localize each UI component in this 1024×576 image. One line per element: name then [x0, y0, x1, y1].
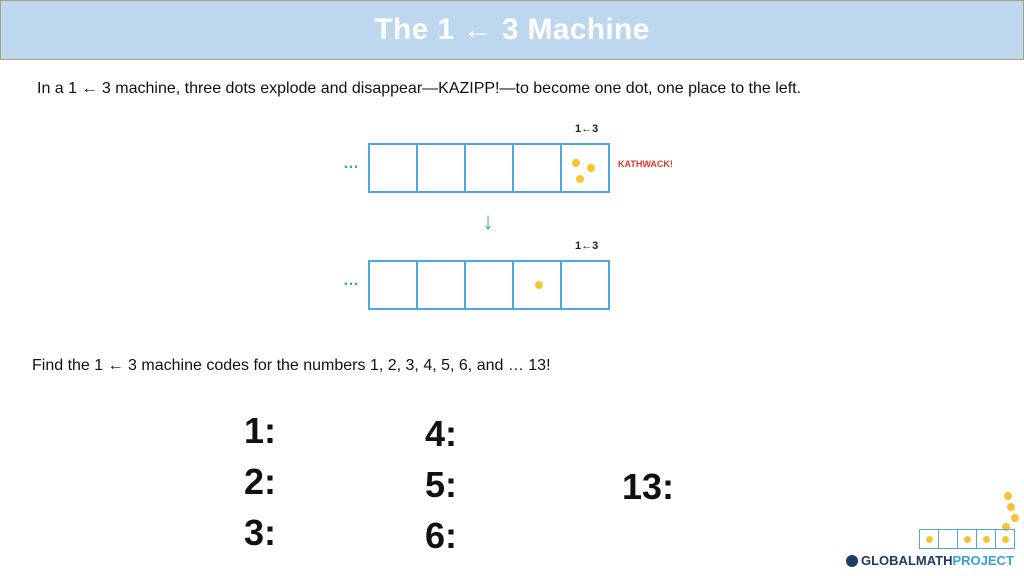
rule-label-top: 1←3 [575, 123, 599, 135]
dot [964, 536, 971, 543]
globe-icon [846, 555, 858, 567]
machine-cell [368, 143, 418, 193]
code-label-2: 2: [244, 461, 277, 502]
dot [1004, 492, 1012, 500]
code-label-1: 1: [244, 410, 277, 451]
slide-title: The 1 ← 3 Machine [374, 13, 650, 46]
global-math-project-logo [846, 553, 1014, 568]
logo-cell [938, 529, 958, 549]
dot [926, 536, 933, 543]
logo-cell [957, 529, 977, 549]
ellipsis-bottom: … [343, 272, 360, 289]
logo-math: MATH [915, 553, 953, 568]
dot [1007, 503, 1015, 511]
dot [576, 175, 584, 183]
intro-text: In a 1 ← 3 machine, three dots explode and disappear—KAZIPP!—to become one dot, one place to the left. [37, 80, 802, 97]
code-label-3: 3: [244, 512, 277, 553]
code-label-13: 13: [622, 466, 675, 507]
logo-global: GLOBAL [861, 553, 916, 568]
machine-cell [416, 143, 466, 193]
logo-project: PROJECT [952, 553, 1014, 568]
machine-cell [464, 143, 514, 193]
code-label-4: 4: [425, 413, 458, 454]
task-text: Find the 1 ← 3 machine codes for the numbers 1, 2, 3, 4, 5, 6, and … 13! [32, 357, 551, 374]
code-label-5: 5: [425, 464, 458, 505]
machine-bottom [368, 260, 610, 310]
ellipsis-top: … [343, 155, 360, 172]
logo-cell [976, 529, 996, 549]
dot [572, 159, 580, 167]
dot [983, 536, 990, 543]
dot [1011, 514, 1019, 522]
title-bar [0, 0, 1024, 60]
dot [1002, 536, 1009, 543]
rule-label-bottom: 1←3 [575, 240, 599, 252]
machine-cell [368, 260, 418, 310]
machine-cell [512, 143, 562, 193]
machine-cell [416, 260, 466, 310]
down-arrow-icon: ↓ [482, 208, 494, 235]
logo-cell [919, 529, 939, 549]
machine-cell [464, 260, 514, 310]
dot [587, 164, 595, 172]
machine-top [368, 143, 610, 193]
logo-boxes [919, 529, 1015, 549]
code-label-6: 6: [425, 515, 458, 556]
kathwack-label: KATHWACK! [618, 159, 673, 169]
machine-cell [512, 260, 562, 310]
machine-cell [560, 143, 610, 193]
dot [535, 281, 543, 289]
logo-cell [995, 529, 1015, 549]
machine-cell [560, 260, 610, 310]
